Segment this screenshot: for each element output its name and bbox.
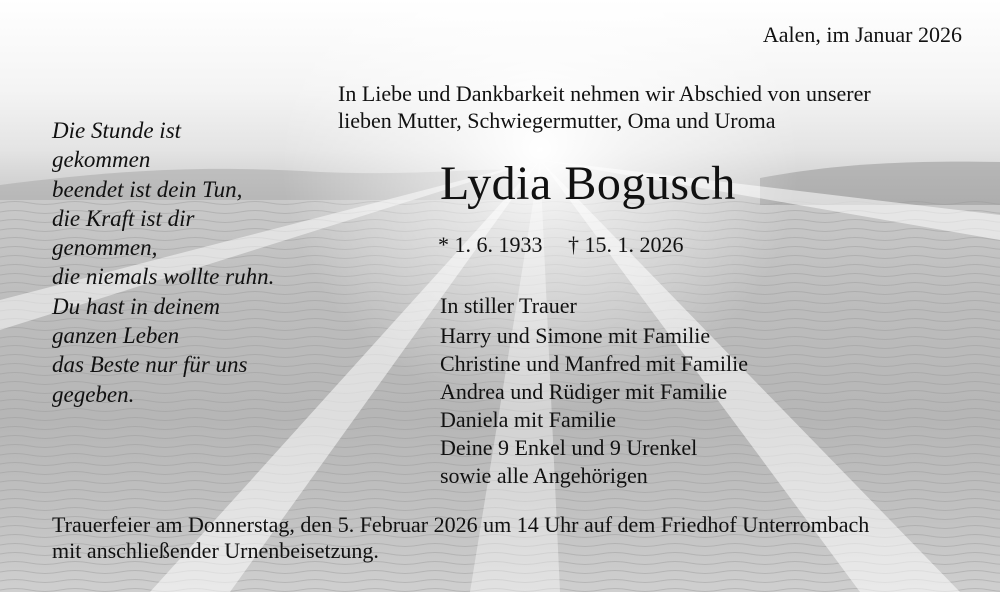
funeral-line: Trauerfeier am Donnerstag, den 5. Februar 2026 um 14 Uhr auf dem Friedhof Unterrombach — [52, 512, 870, 537]
poem-line: genommen, — [52, 235, 158, 261]
deceased-name: Lydia Bogusch — [440, 157, 736, 210]
death-date: † 15. 1. 2026 — [568, 232, 684, 257]
mourners-list — [440, 292, 748, 490]
poem-line: die Kraft ist dir — [52, 205, 195, 231]
funeral-line: mit anschließender Urnenbeisetzung. — [52, 538, 379, 563]
poem-line: gegeben. — [52, 381, 135, 407]
poem-line: beendet ist dein Tun, — [52, 176, 243, 202]
mourners-heading: In stiller Trauer — [440, 293, 577, 318]
intro-line: In Liebe und Dankbarkeit nehmen wir Abschied von unserer — [338, 81, 871, 106]
poem-line: Die Stunde ist — [52, 118, 182, 143]
poem-line: die niemals wollte ruhn. — [52, 264, 275, 290]
mourner-entry: Christine und Manfred mit Familie — [440, 351, 748, 376]
poem — [52, 116, 274, 409]
place-and-date: Aalen, im Januar 2026 — [762, 22, 962, 47]
poem-line: Du hast in deinem — [52, 293, 221, 319]
poem-line: gekommen — [52, 147, 151, 173]
intro-line: lieben Mutter, Schwiegermutter, Oma und Uroma — [338, 108, 776, 133]
birth-date: * 1. 6. 1933 — [438, 232, 543, 257]
mourner-entry: Andrea und Rüdiger mit Familie — [440, 379, 728, 404]
funeral-details — [52, 512, 869, 564]
life-dates — [438, 232, 684, 258]
mourner-entry: Deine 9 Enkel und 9 Urenkel — [440, 435, 698, 460]
intro-text — [338, 80, 871, 134]
mourner-entry: Harry und Simone mit Familie — [440, 323, 711, 348]
mourner-entry: sowie alle Angehörigen — [440, 463, 648, 488]
poem-line: ganzen Leben — [52, 323, 180, 349]
mourner-entry: Daniela mit Familie — [440, 407, 616, 432]
poem-line: das Beste nur für uns — [52, 352, 248, 378]
